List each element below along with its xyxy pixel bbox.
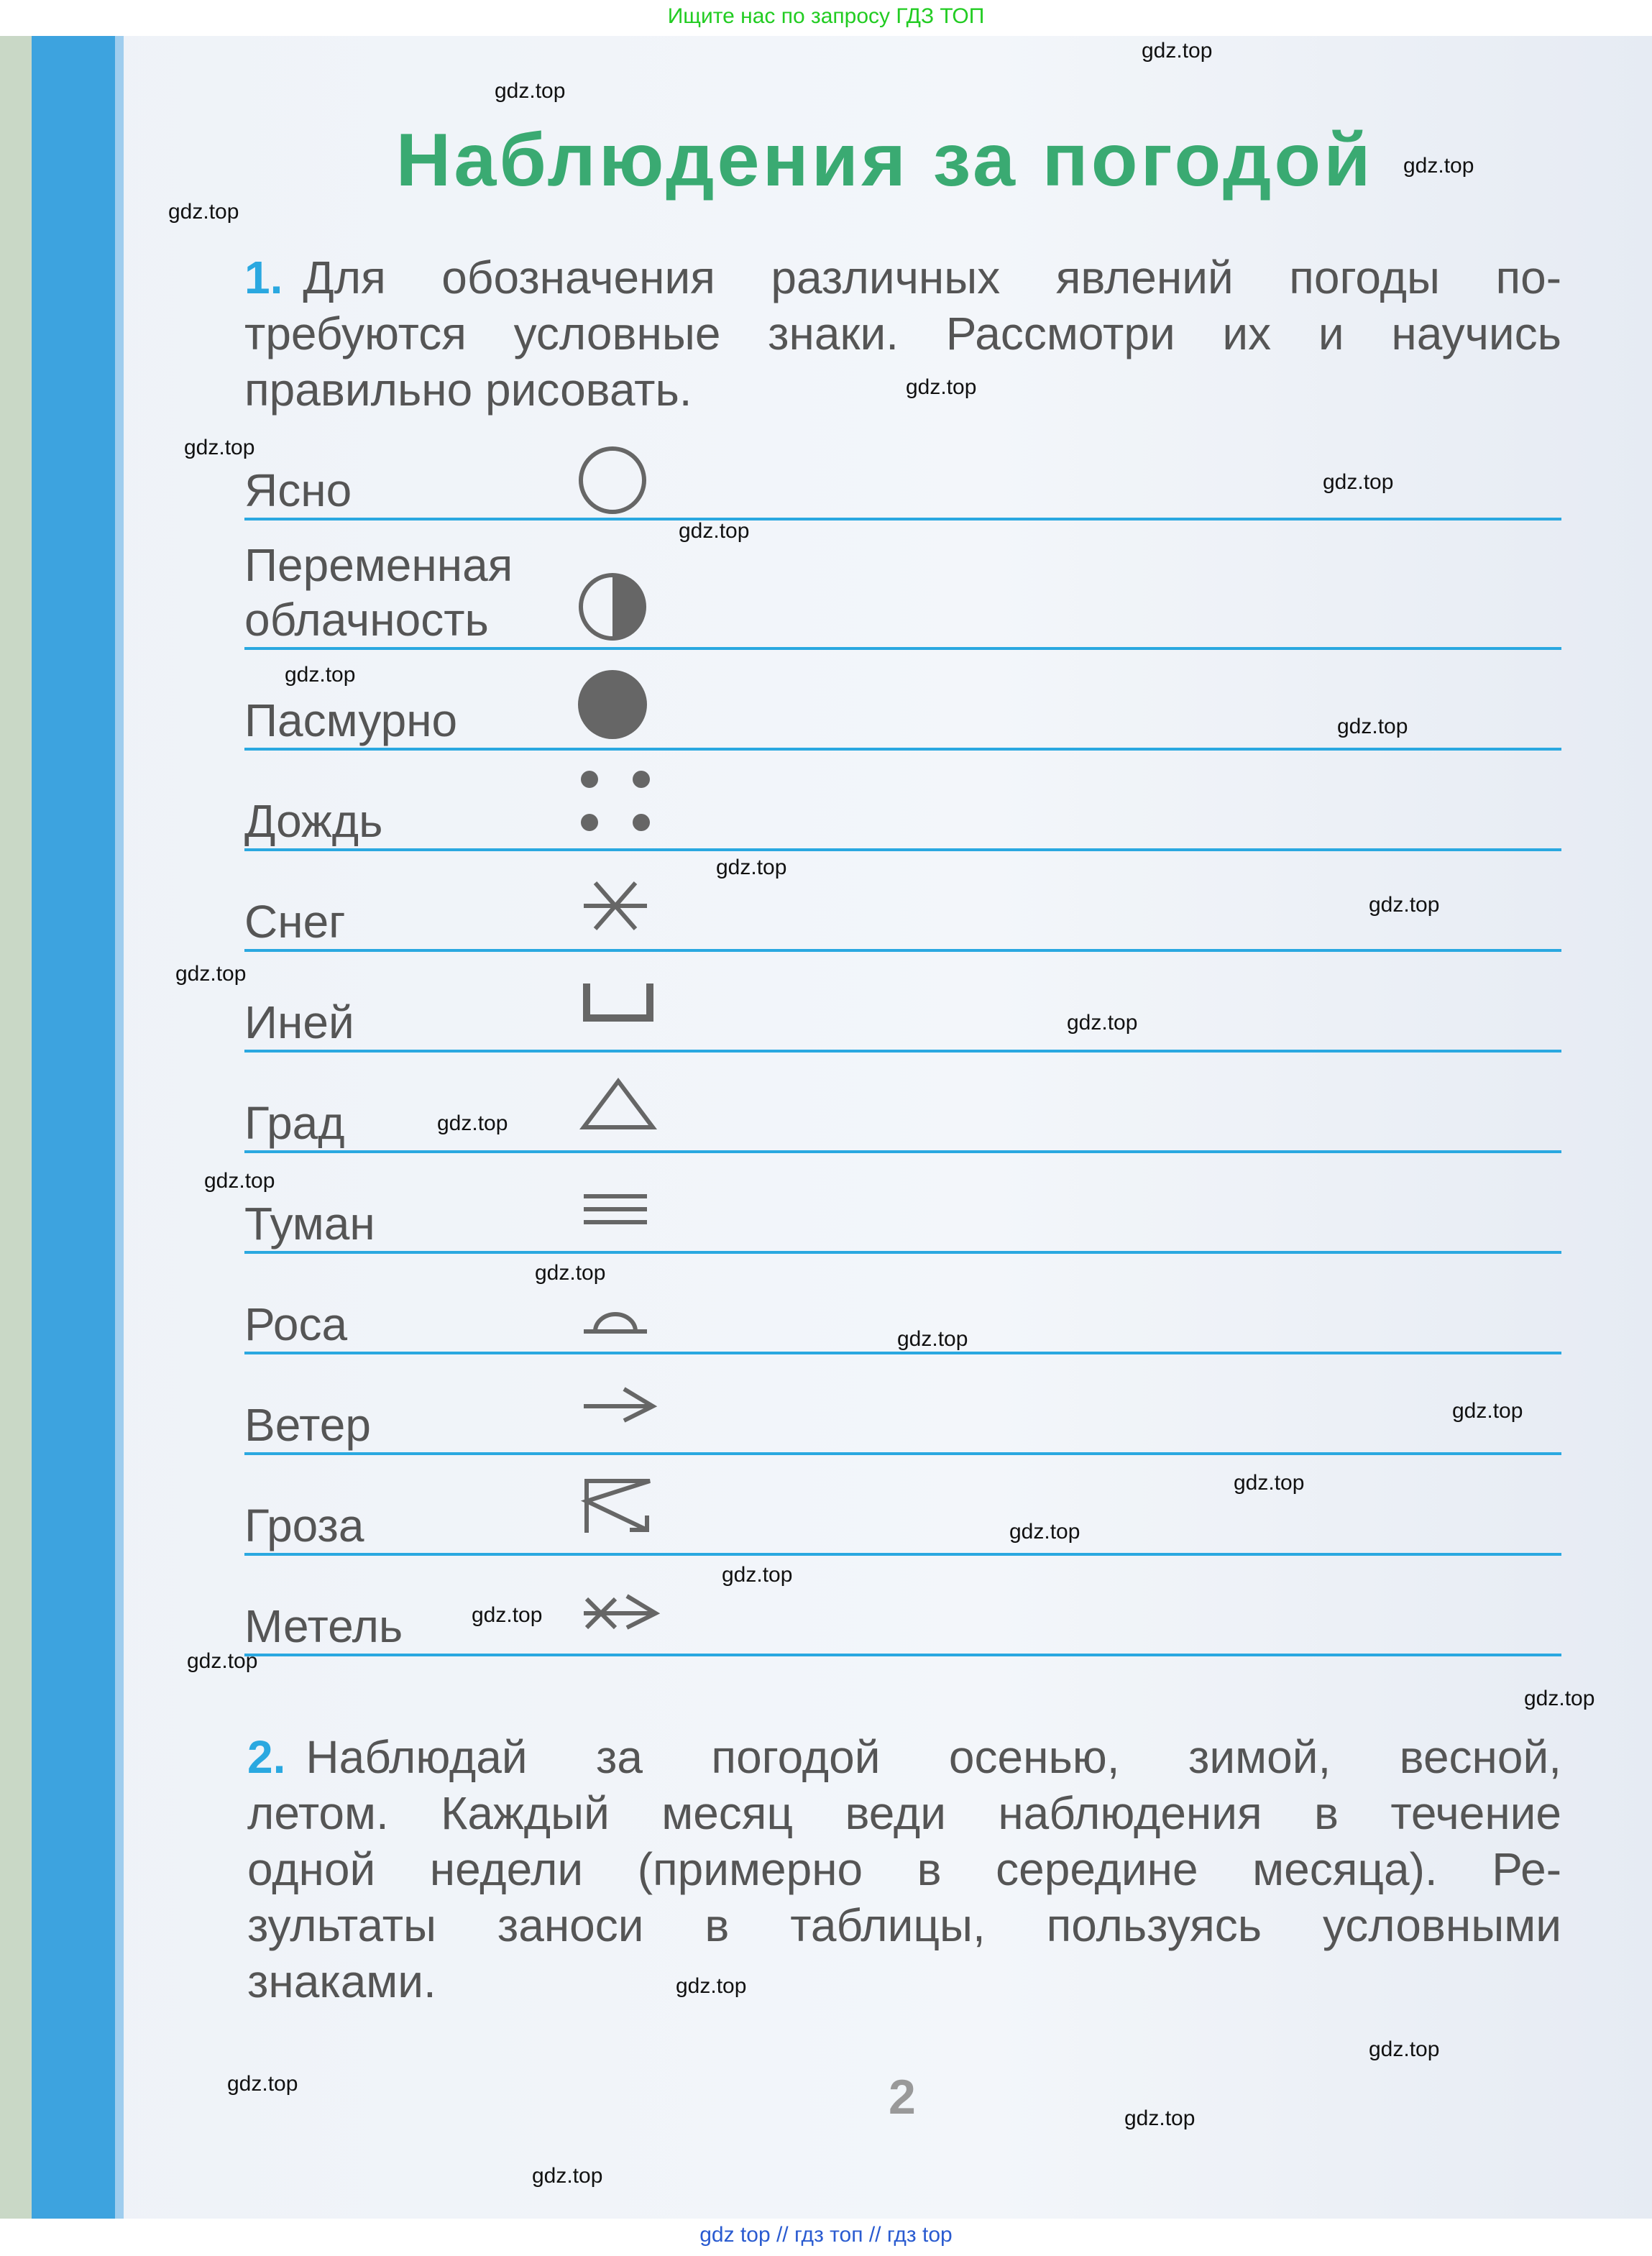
page-spine-light <box>115 36 124 2219</box>
watermark: gdz.top <box>535 1261 606 1285</box>
symbol-label: Метель <box>244 1600 403 1652</box>
arrow-right-icon <box>575 1380 661 1432</box>
u-bracket-icon <box>575 978 661 1035</box>
task-line: требуются условные знаки. Рассмотри их и научись <box>244 308 1561 359</box>
symbol-row-hail <box>244 1064 1561 1153</box>
watermark: gdz.top <box>1369 893 1440 917</box>
watermark: gdz.top <box>1524 1687 1595 1711</box>
watermark: gdz.top <box>906 375 977 400</box>
four-dots-icon <box>575 765 661 840</box>
symbol-label: Роса <box>244 1298 348 1350</box>
task-line: зультаты заноси в таблицы, пользуясь условными <box>247 1899 1561 1951</box>
task-line: Для обозначения различных явлений погоды по- <box>303 252 1561 303</box>
symbol-label: Град <box>244 1097 345 1149</box>
task-number: 2. <box>247 1731 286 1783</box>
watermark: gdz.top <box>175 962 247 986</box>
symbol-row-blizzard <box>244 1567 1561 1656</box>
task-line: летом. Каждый месяц веди наблюдения в течение <box>247 1787 1561 1839</box>
watermark: gdz.top <box>679 519 750 544</box>
top-banner[interactable]: Ищите нас по запросу ГДЗ ТОП <box>667 4 985 29</box>
task-line: правильно рисовать. <box>244 364 692 416</box>
symbol-row-partly-cloudy <box>244 532 1561 650</box>
watermark: gdz.top <box>897 1327 968 1352</box>
task-number: 1. <box>244 252 283 303</box>
page-number: 2 <box>889 2071 916 2125</box>
symbol-row-rain <box>244 762 1561 851</box>
watermark: gdz.top <box>168 200 239 224</box>
watermark: gdz.top <box>1323 470 1394 495</box>
page-edge <box>0 36 32 2219</box>
watermark: gdz.top <box>1403 154 1474 178</box>
label-line: облачность <box>244 594 489 646</box>
symbol-label: Туман <box>244 1198 375 1249</box>
symbol-row-snow <box>244 863 1561 952</box>
symbol-label: Дождь <box>244 795 383 847</box>
symbol-label: Гроза <box>244 1500 364 1551</box>
bottom-banner[interactable]: gdz top // гдз топ // гдз top <box>0 2219 1652 2256</box>
symbol-row-thunderstorm <box>244 1467 1561 1556</box>
symbol-row-fog <box>244 1165 1561 1254</box>
task-2 <box>247 1730 1561 2010</box>
watermark: gdz.top <box>1067 1011 1138 1035</box>
watermark: gdz.top <box>1234 1471 1305 1495</box>
three-lines-icon <box>575 1191 661 1234</box>
lightning-icon <box>575 1475 661 1539</box>
watermark: gdz.top <box>204 1169 275 1193</box>
asterisk-icon <box>575 877 661 935</box>
watermark: gdz.top <box>227 2072 298 2096</box>
label-line: Переменная <box>244 539 513 591</box>
watermark: gdz.top <box>1337 715 1408 739</box>
watermark: gdz.top <box>722 1563 793 1587</box>
watermark: gdz.top <box>437 1111 508 1136</box>
symbol-label: Пасмурно <box>244 694 458 746</box>
symbol-row-wind <box>244 1366 1561 1455</box>
symbol-label: Ветер <box>244 1399 371 1451</box>
task-line: Наблюдай за погодой осенью, зимой, весной, <box>306 1731 1561 1783</box>
task-1 <box>244 250 1561 418</box>
circle-icon <box>575 443 650 518</box>
watermark: gdz.top <box>1369 2037 1440 2062</box>
watermark: gdz.top <box>472 1603 543 1628</box>
watermark: gdz.top <box>1142 39 1213 63</box>
filled-circle-icon <box>575 667 650 742</box>
watermark: gdz.top <box>676 1974 747 1999</box>
page-title: Наблюдения за погодой <box>395 119 1374 203</box>
watermark: gdz.top <box>285 663 356 687</box>
watermark: gdz.top <box>1009 1520 1080 1544</box>
watermark: gdz.top <box>187 1649 258 1674</box>
task-line: знаками. <box>247 1955 436 2007</box>
watermark: gdz.top <box>1452 1399 1523 1423</box>
task-line: одной недели (примерно в середине месяца). Ре- <box>247 1843 1561 1895</box>
triangle-icon <box>575 1076 661 1133</box>
watermark: gdz.top <box>184 436 255 460</box>
symbol-label: Ясно <box>244 464 352 516</box>
watermark: gdz.top <box>716 856 787 880</box>
symbol-label: Снег <box>244 896 346 948</box>
half-circle-icon <box>575 569 650 644</box>
symbol-label: Иней <box>244 996 354 1048</box>
symbol-label <box>244 538 513 647</box>
watermark: gdz.top <box>1124 2106 1196 2131</box>
dew-icon <box>575 1300 661 1343</box>
page-spine <box>32 36 115 2219</box>
watermark: gdz.top <box>495 79 566 104</box>
watermark: gdz.top <box>532 2164 603 2188</box>
blizzard-icon <box>575 1587 661 1639</box>
symbol-row-frost <box>244 963 1561 1053</box>
